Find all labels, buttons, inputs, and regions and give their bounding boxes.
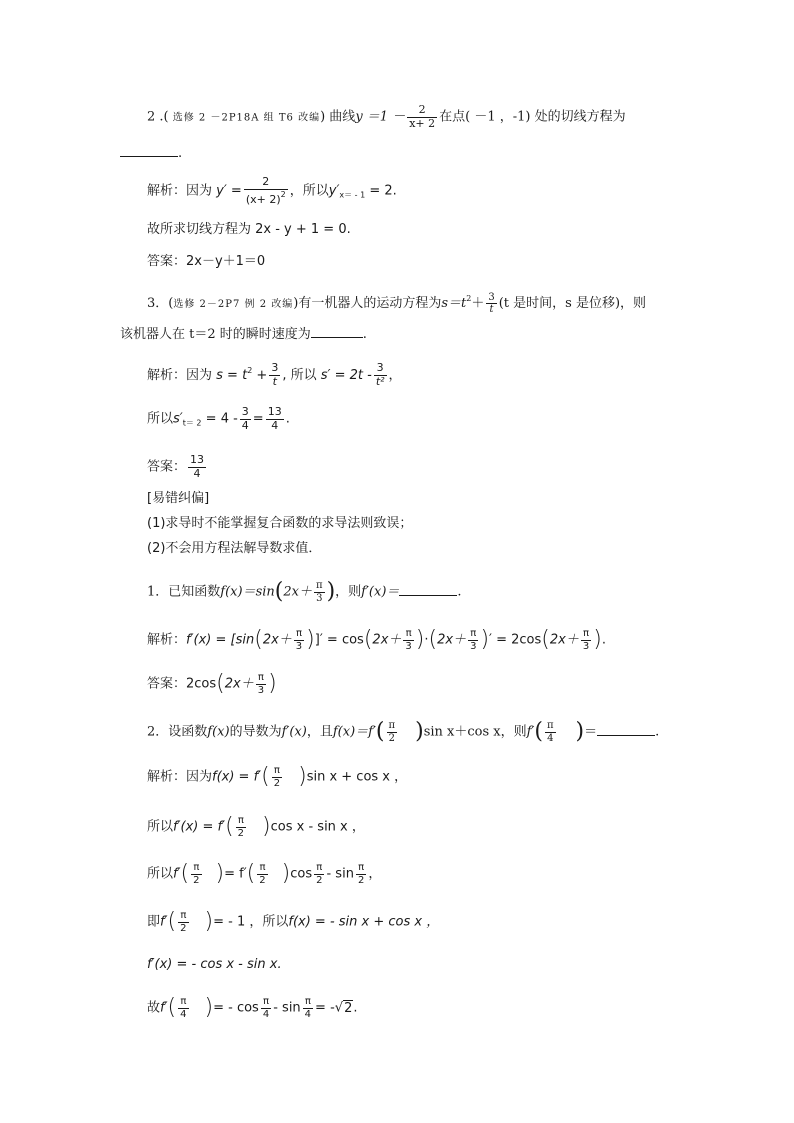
q2-frac-den: x+ 2: [409, 116, 436, 130]
s2-eq: f′(x) = f′: [173, 819, 226, 835]
a3-f2-den-text: t²: [375, 375, 385, 388]
e1a-three: 3: [257, 684, 265, 696]
e1s-fpx: f′(x) = [sin: [186, 632, 255, 648]
s3-frac-3: [314, 862, 324, 886]
e1s-three-1: 3: [295, 640, 303, 652]
e2-pi-1: π: [388, 720, 396, 731]
q3-end: .: [362, 327, 367, 342]
e2-two: 2: [387, 732, 398, 745]
e2-end: .: [655, 724, 660, 740]
e2-pre: 2．设函数: [147, 724, 208, 740]
e1s-pi-3: π: [470, 628, 477, 639]
a3-f1-den: [269, 375, 280, 389]
s6-frac-1: [178, 996, 188, 1020]
e1s-label: 解析：: [147, 632, 187, 648]
e2-frac-1: [387, 720, 398, 744]
sqrt-sign: √: [334, 1000, 344, 1016]
s3-minus: - sin: [326, 866, 354, 882]
e1s-inner-1: 2x＋: [262, 632, 292, 648]
q3-sup: 2: [466, 294, 472, 303]
e1s-pi-1: π: [295, 628, 302, 639]
q2-y-eq: y ＝1 －: [355, 109, 406, 125]
e2-t2: ，且: [306, 724, 333, 740]
a3l2-frac1: [240, 406, 251, 432]
s1-two: 2: [273, 777, 281, 789]
a3-answer-label: 答案：: [147, 459, 187, 475]
s6-pi-1: π: [180, 996, 187, 1007]
e1-mid: ，则: [335, 584, 362, 600]
e1s-pi-2: π: [405, 628, 412, 639]
s2-two: 2: [237, 827, 245, 839]
a3l2-f1-num: 3: [241, 405, 249, 418]
s6-fp: f′: [160, 1000, 168, 1016]
q2-prefix: 2 .(: [147, 109, 169, 125]
e2-fx: f(x): [207, 724, 230, 740]
a2-frac-den-text: (x+ 2): [245, 192, 281, 206]
s2-frac: [236, 815, 246, 839]
s3-fp: f′: [173, 866, 181, 882]
s6-minus: - sin: [273, 1000, 301, 1016]
s4-paren-2: ): [204, 909, 214, 934]
analysis-3-line2: [147, 406, 290, 433]
e2-answer-blank[interactable]: [597, 721, 655, 736]
a3l2-eq: = 4 -: [205, 411, 238, 427]
s1-paren-1: (: [261, 764, 270, 789]
question-2-blank-line: [120, 142, 182, 163]
e2-four: 4: [545, 732, 556, 745]
s3-cos: cos: [290, 866, 313, 882]
s4-paren-1: (: [167, 909, 177, 934]
e1s-three-4: 3: [582, 640, 590, 652]
e2-fpx: f′(x): [281, 724, 307, 740]
a2-sub: x＝ - 1: [339, 190, 366, 200]
q3-fraction: [486, 292, 496, 316]
e2-sol-line-4: [147, 910, 439, 934]
e1-pi: π: [315, 580, 323, 591]
question-3: [147, 290, 646, 316]
s1-frac: [272, 765, 282, 789]
analysis-3: [147, 362, 402, 389]
e1s-paren-6: ): [480, 627, 490, 652]
e2-sol-line-3: [147, 862, 381, 886]
example-1-answer: [147, 672, 277, 696]
e1a-pi: π: [257, 672, 264, 683]
e1-three: 3: [314, 592, 325, 605]
a3-answer-den: 4: [188, 467, 206, 481]
e2-sol-line-2: [147, 815, 365, 839]
a2-frac-num: 2: [262, 175, 270, 188]
s6-frac-2: [261, 996, 271, 1020]
s1-eq: f(x) = f′: [212, 769, 262, 785]
a3-frac2: [374, 362, 387, 388]
e2-sol-line-1: [147, 765, 407, 789]
e2-eq: f(x)＝f′: [332, 724, 376, 740]
q2-answer-blank[interactable]: [120, 142, 178, 157]
e1s-three-3: 3: [470, 640, 477, 652]
q2-fraction: [407, 104, 437, 130]
s6-end: .: [353, 1000, 358, 1016]
s1-pi: π: [273, 765, 280, 776]
s2-paren-2: ): [262, 814, 271, 839]
s3-pi-4: π: [358, 862, 365, 873]
a3l2-pre: 所以: [147, 411, 174, 427]
s6-sqrt: 2: [344, 1000, 353, 1016]
q3-text1: )有一机器人的运动方程为: [293, 296, 442, 311]
s3-two-1: 2: [193, 874, 200, 886]
e1s-paren-2: ): [306, 627, 315, 652]
e1s-frac-4: [581, 628, 591, 652]
a3l2-f2-num: 13: [267, 405, 282, 418]
e1s-frac-2: [403, 628, 413, 652]
a3-end: ，: [388, 368, 402, 383]
s4-rest: = - 1 ，所以: [213, 914, 289, 930]
e2-rest: sin x＋cos x，则: [423, 724, 527, 740]
e1s-p2: ·: [424, 632, 429, 648]
q3-frac-num: 3: [488, 291, 495, 303]
s1-paren-2: ): [298, 764, 307, 789]
s4-pre: 即: [147, 914, 161, 930]
q3-plus: ＋: [471, 296, 485, 311]
e1a-frac: [256, 672, 266, 696]
e1-fx: f(x)＝sin: [220, 584, 275, 600]
a3-f1-num: 3: [271, 361, 279, 375]
s1-label: 解析：因为: [147, 769, 213, 785]
e1s-frac-1: [294, 628, 304, 652]
e1a-paren-close: ): [268, 671, 277, 696]
a3l2-sub: t＝ 2: [182, 418, 202, 428]
e2-sol-line-6: [147, 996, 357, 1020]
e1-frac: [314, 580, 325, 604]
a3-f2-num: 3: [376, 361, 384, 375]
errors-title: [易错纠偏]: [147, 491, 210, 506]
q3-frac-den-text: t: [489, 304, 494, 315]
s4-frac: [178, 910, 188, 934]
e2-paren-1: (: [375, 719, 385, 744]
e1-pre: 1．已知函数: [147, 584, 221, 600]
e1a-paren-open: (: [216, 671, 225, 696]
example-1: [147, 580, 462, 604]
e2-t1: 的导数为: [229, 724, 282, 740]
e1s-paren-7: (: [541, 627, 550, 652]
e2-frac-2: [545, 720, 556, 744]
q3-prefix: 3．(: [147, 296, 174, 311]
analysis-2: [147, 176, 397, 206]
s6-four-2: 4: [262, 1008, 270, 1020]
e1s-paren-8: ): [593, 627, 602, 652]
e1a-inner: 2x＋: [224, 676, 254, 692]
s3-pre: 所以: [147, 866, 174, 882]
e1s-inner-4: 2x＋: [549, 632, 579, 648]
q3-frac-den: [486, 303, 496, 316]
a3l2-f1-den: 4: [241, 418, 249, 432]
s6-paren-2: ): [204, 995, 214, 1020]
question-2: 2 .( 选修 2 －2P18A 组 T6 改编) 曲线y ＝1 － $\frac{2}{x+ 2}$ 在点( －1 ，-1) 处的切线方程为: [147, 103, 626, 130]
s3-paren-3: (: [246, 861, 256, 886]
e1s-paren-5: (: [428, 627, 438, 652]
e1-answer-blank[interactable]: [399, 581, 457, 596]
a3l2-eq2: =: [252, 411, 264, 427]
a3-f2-den: [374, 375, 387, 389]
a3-frac1: [269, 362, 280, 388]
a3l2-sp: s′: [173, 411, 183, 427]
e1s-pi-4: π: [583, 628, 590, 639]
a3-sup: 2: [247, 366, 253, 375]
s2-rest: cos x - sin x ，: [270, 819, 365, 835]
a3l2-frac2: [266, 406, 284, 432]
errors-item-1: (1)求导时不能掌握复合函数的求导法则致误；: [147, 516, 413, 531]
q3-line2-text: 该机器人在 t＝2 时的瞬时速度为: [120, 327, 311, 342]
a3-label: 解析：因为: [147, 368, 213, 383]
s3-eq: = f′: [224, 866, 247, 882]
a2-fraction: [244, 176, 288, 206]
a2-label: 解析：因为: [147, 183, 213, 199]
a2-val: = 2.: [369, 183, 397, 199]
answer-2: 答案：2x－y＋1＝0: [147, 254, 266, 269]
s3-pi-3: π: [316, 862, 323, 873]
e1s-p3: ′ = 2cos: [489, 632, 542, 648]
e1s-three-2: 3: [405, 640, 412, 652]
s6-paren-1: (: [167, 995, 177, 1020]
e1s-frac-3: [468, 628, 478, 652]
a2-frac-den: [244, 189, 288, 207]
s6-four-3: 4: [304, 1008, 312, 1020]
q2-text1: 曲线: [329, 109, 356, 125]
e1s-inner-2: 2x＋: [372, 632, 402, 648]
a3-answer-frac: [188, 454, 206, 480]
s3-paren-1: (: [180, 861, 190, 886]
s1-rest: sin x + cos x ，: [306, 769, 408, 785]
s3-two-3: 2: [316, 874, 323, 886]
a3-answer-num: 13: [190, 453, 205, 466]
e1s-paren-3: (: [363, 627, 373, 652]
s4-fx: f(x) = - sin x + cos x ，: [288, 914, 440, 930]
s3-frac-1: [191, 862, 201, 886]
s3-end: ，: [368, 866, 382, 882]
analysis-2-line2: 故所求切线方程为 2x - y + 1 = 0.: [147, 222, 351, 237]
s3-pi-1: π: [193, 862, 200, 873]
a3-s1: s = t: [216, 368, 248, 383]
q2-source: 选修 2 －2P18A 组 T6 改编: [172, 112, 321, 124]
e1a-cos: 2cos: [186, 676, 217, 692]
example-1-solution: [147, 628, 606, 652]
s3-frac-4: [356, 862, 366, 886]
a2-yp2: y′: [328, 183, 340, 199]
s3-frac-2: [257, 862, 267, 886]
a3l2-end: .: [285, 411, 290, 427]
s6-pre: 故: [147, 1000, 161, 1016]
e2-fp: f′: [526, 724, 535, 740]
s3-two-4: 2: [357, 874, 365, 886]
a2-yp: y′ =: [216, 183, 242, 199]
s3-two-2: 2: [259, 874, 266, 886]
s2-pre: 所以: [147, 819, 174, 835]
e1s-end: .: [601, 632, 606, 648]
s3-paren-4: ): [281, 861, 291, 886]
s3-paren-2: ): [215, 861, 225, 886]
e1-open-paren: (: [274, 579, 284, 604]
s6-eq2: = -: [315, 1000, 335, 1016]
e1-end: .: [457, 584, 462, 600]
a3l2-f2-den: 4: [266, 419, 284, 433]
e2-pi-2: π: [546, 720, 554, 731]
q3-text2: (t 是时间，s 是位移)，则: [498, 296, 647, 311]
s2-paren-1: (: [225, 814, 234, 839]
example-2: [147, 720, 659, 744]
a3-plus: +: [256, 368, 268, 383]
q2-text2: 在点( －1 ，-1) 处的切线方程为: [439, 109, 626, 125]
question-3-line2: [120, 323, 367, 344]
s4-fp: f′: [160, 914, 168, 930]
e2-paren-3: (: [534, 719, 543, 744]
q3-source: 选修 2－2P7 例 2 改编: [173, 299, 294, 310]
s2-pi: π: [237, 815, 244, 826]
a3-f1-den-text: t: [272, 375, 277, 388]
a3-mid: , 所以: [282, 368, 317, 383]
s4-pi: π: [180, 910, 187, 921]
s3-pi-2: π: [259, 862, 266, 873]
e1s-paren-1: (: [254, 627, 263, 652]
s6-pi-3: π: [304, 996, 311, 1007]
a2-mid: ，所以: [289, 183, 329, 199]
e1-close-paren: ): [326, 579, 336, 604]
e2-paren-2: ): [415, 719, 424, 744]
a2-frac-den-sup: 2: [280, 189, 286, 199]
e1s-paren-4: ): [415, 627, 425, 652]
errors-item-2: (2)不会用方程法解导数求值．: [147, 541, 322, 556]
a3-sp: s′ = 2t -: [320, 368, 372, 383]
s6-pi-2: π: [263, 996, 270, 1007]
e2-eq2: ＝: [584, 724, 598, 740]
s6-eq: = - cos: [213, 1000, 259, 1016]
s6-four-1: 4: [180, 1008, 187, 1020]
answer-3: [147, 454, 208, 480]
e1-fpx: f′(x)＝: [361, 584, 400, 600]
e2-sol-line-5: [147, 956, 282, 974]
q2-frac-num: 2: [418, 103, 426, 116]
q2-end: .: [178, 146, 183, 161]
e1s-p1: ]′ = cos: [314, 632, 364, 648]
e1-inner: 2x＋: [283, 584, 312, 600]
s6-frac-3: [303, 996, 313, 1020]
s5-text: f′(x) = - cos x - sin x.: [147, 957, 282, 972]
e1a-label: 答案：: [147, 676, 187, 692]
s4-two: 2: [180, 922, 187, 934]
q3-s-eq: s＝t: [441, 296, 467, 311]
q3-answer-blank[interactable]: [311, 323, 363, 338]
e2-paren-4: ): [575, 719, 585, 744]
e1s-inner-3: 2x＋: [437, 632, 467, 648]
